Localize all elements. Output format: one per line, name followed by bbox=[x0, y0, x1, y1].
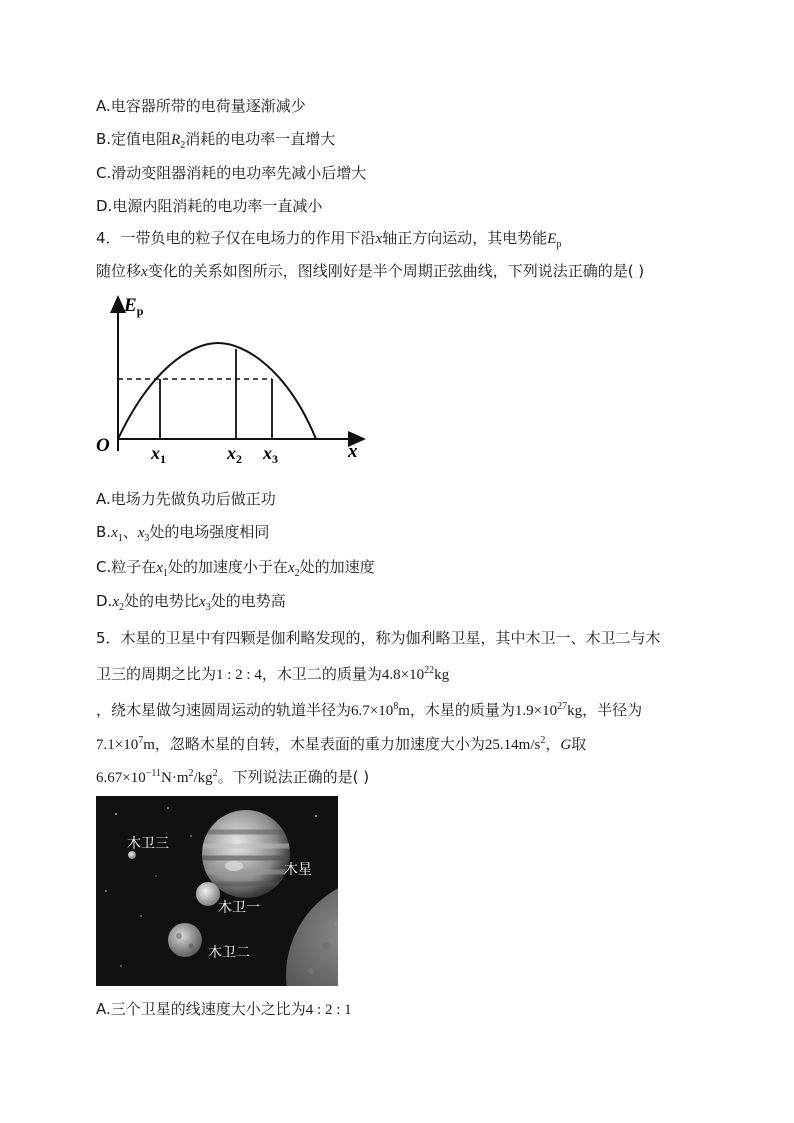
x1-label: $x_1$ bbox=[151, 443, 166, 466]
origin-label: O bbox=[96, 435, 110, 456]
q4-option-a: A.电场力先做负功后做正功 bbox=[96, 490, 276, 508]
y-axis-label: $E_p$ bbox=[124, 295, 144, 318]
ganymede-moon bbox=[128, 851, 136, 859]
io-moon bbox=[196, 882, 220, 906]
q4-option-d: $D.x_2$处的电势比$x_3$处的电势高 bbox=[96, 592, 286, 613]
x2-label: $x_2$ bbox=[227, 443, 242, 466]
q4-option-c: C.粒子在$x_1$处的加速度小于在$x_2$处的加速度 bbox=[96, 558, 375, 579]
energy-position-graph bbox=[96, 291, 376, 471]
q5-stem-line-2: 卫三的周期之比为1 : 2 : 4，木卫二的质量为$4.8\times 10^{22}kg$ bbox=[96, 665, 450, 683]
europa-moon bbox=[168, 923, 202, 957]
jupiter-label: 木星 bbox=[284, 862, 312, 878]
q3-option-c: C.滑动变阻器消耗的电功率先减小后增大 bbox=[96, 164, 367, 182]
q3-option-b: B.定值电阻$R_2$消耗的电功率一直增大 bbox=[96, 130, 336, 151]
ganymede-label: 木卫三 bbox=[127, 836, 169, 852]
q4-stem-line-1: 4．一带负电的粒子仅在电场力的作用下沿x轴正方向运动，其电势能$E_p$ bbox=[96, 229, 562, 250]
q4-option-b: $B.x_1$、$x_3$处的电场强度相同 bbox=[96, 523, 270, 544]
jupiter-moons-photo bbox=[96, 796, 338, 986]
europa-label: 木卫二 bbox=[208, 945, 250, 961]
q4-stem-line-2: 随位移x变化的关系如图所示，图线刚好是半个周期正弦曲线，下列说法正确的是( ) bbox=[96, 262, 645, 280]
x3-label: $x_3$ bbox=[263, 443, 278, 466]
x-axis-label: x bbox=[348, 441, 358, 462]
q3-option-d: D.电源内阻消耗的电功率一直减小 bbox=[96, 197, 323, 215]
q5-stem-line-5: $6.67\times 10^{-11}N\cdot m^2/kg^2$。下列说法正确的是( ) bbox=[96, 768, 370, 786]
io-label: 木卫一 bbox=[218, 900, 260, 916]
q5-stem-line-1: 5．木星的卫星中有四颗是伽利略发现的，称为伽利略卫星，其中木卫一、木卫二与木 bbox=[96, 629, 661, 647]
q5-stem-line-3: ，绕木星做匀速圆周运动的轨道半径为$6.7\times 10^8m$，木星的质量为$1.9\times 10^{27}kg$，半径为 bbox=[96, 701, 643, 719]
sine-curve bbox=[118, 343, 316, 439]
q3-option-a: A.电容器所带的电荷量逐渐减少 bbox=[96, 97, 306, 115]
q5-stem-line-4: $7.1\times 10^7m$，忽略木星的自转，木星表面的重力加速度大小为$25.14m/s^2$，G取 bbox=[96, 735, 587, 753]
q5-option-a: A.三个卫星的线速度大小之比为4 : 2 : 1 bbox=[96, 1000, 352, 1018]
